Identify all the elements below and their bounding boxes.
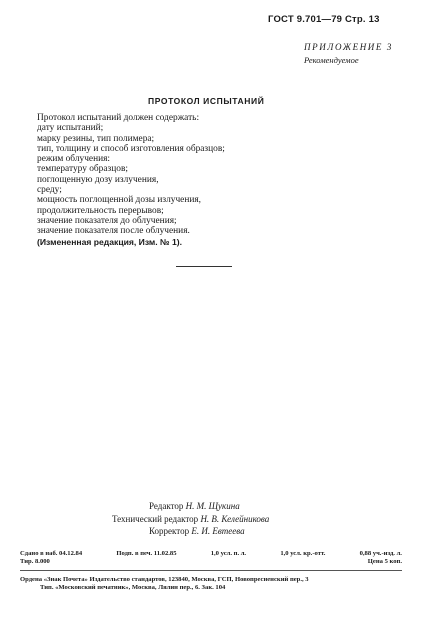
editor-role: Редактор bbox=[149, 501, 184, 511]
editor-line bbox=[112, 500, 269, 513]
imprint-signed: Подп. в печ. 11.02.85 bbox=[116, 550, 177, 557]
imprint-print-sheets: 1,0 усл. кр.-отт. bbox=[280, 550, 326, 557]
protocol-line: значение показателя после облучения. bbox=[37, 226, 190, 237]
section-title: ПРОТОКОЛ ИСПЫТАНИЙ bbox=[148, 96, 265, 106]
protocol-line: среду; bbox=[37, 185, 62, 196]
section-divider bbox=[176, 266, 232, 267]
appendix-status: Рекомендуемое bbox=[304, 55, 359, 65]
protocol-body bbox=[37, 113, 225, 247]
protocol-line: мощность поглощенной дозы излучения, bbox=[37, 195, 202, 206]
imprint-sheets: 1,0 усл. п. л. bbox=[210, 550, 247, 557]
protocol-line: режим облучения: bbox=[37, 154, 111, 165]
protocol-line: марку резины, тип полимера; bbox=[37, 133, 155, 144]
printer-line: Тип. «Московский печатник», Москва, Лялин пер., 6. Зак. 104 bbox=[40, 584, 226, 592]
corrector-name: Е. И. Евтеева bbox=[191, 526, 245, 537]
corrector-role: Корректор bbox=[149, 526, 190, 537]
protocol-line: поглощенную дозу излучения, bbox=[37, 174, 159, 185]
credits-block bbox=[112, 500, 269, 538]
tech-editor-line bbox=[112, 513, 269, 526]
publisher-block bbox=[20, 576, 402, 593]
imprint-block bbox=[20, 550, 402, 567]
tech-editor-name: Н. В. Келейникова bbox=[200, 513, 270, 524]
imprint-price: Цена 5 коп. bbox=[367, 558, 402, 566]
appendix-label: ПРИЛОЖЕНИЕ 3 bbox=[304, 42, 393, 52]
imprint-submitted: Сдано в наб. 04.12.84 bbox=[20, 550, 83, 557]
imprint-publ-sheets: 0,88 уч.-изд. л. bbox=[359, 550, 402, 557]
imprint-line bbox=[20, 558, 402, 566]
edition-note: (Измененная редакция, Изм. № 1). bbox=[37, 236, 183, 247]
publisher-line: Ордена «Знак Почета» Издательство стандартов, 123840, Москва, ГСП, Новопресненский пер., 3 bbox=[20, 576, 309, 583]
protocol-line: значение показателя до облучения; bbox=[37, 215, 177, 226]
imprint-line bbox=[20, 550, 402, 558]
running-header: ГОСТ 9.701—79 Стр. 13 bbox=[268, 14, 380, 25]
protocol-line: температуру образцов; bbox=[37, 164, 128, 175]
protocol-line: Протокол испытаний должен содержать: bbox=[37, 113, 200, 123]
protocol-line: дату испытаний; bbox=[37, 123, 104, 134]
tech-editor-role: Технический редактор bbox=[112, 513, 199, 524]
imprint-divider bbox=[20, 570, 402, 571]
imprint-circulation: Тир. 8.000 bbox=[20, 558, 50, 566]
protocol-line: тип, толщину и способ изготовления образцов; bbox=[37, 143, 225, 154]
protocol-line: продолжительность перерывов; bbox=[37, 205, 164, 216]
editor-name: Н. М. Щукина bbox=[185, 501, 240, 511]
corrector-line bbox=[112, 525, 269, 538]
